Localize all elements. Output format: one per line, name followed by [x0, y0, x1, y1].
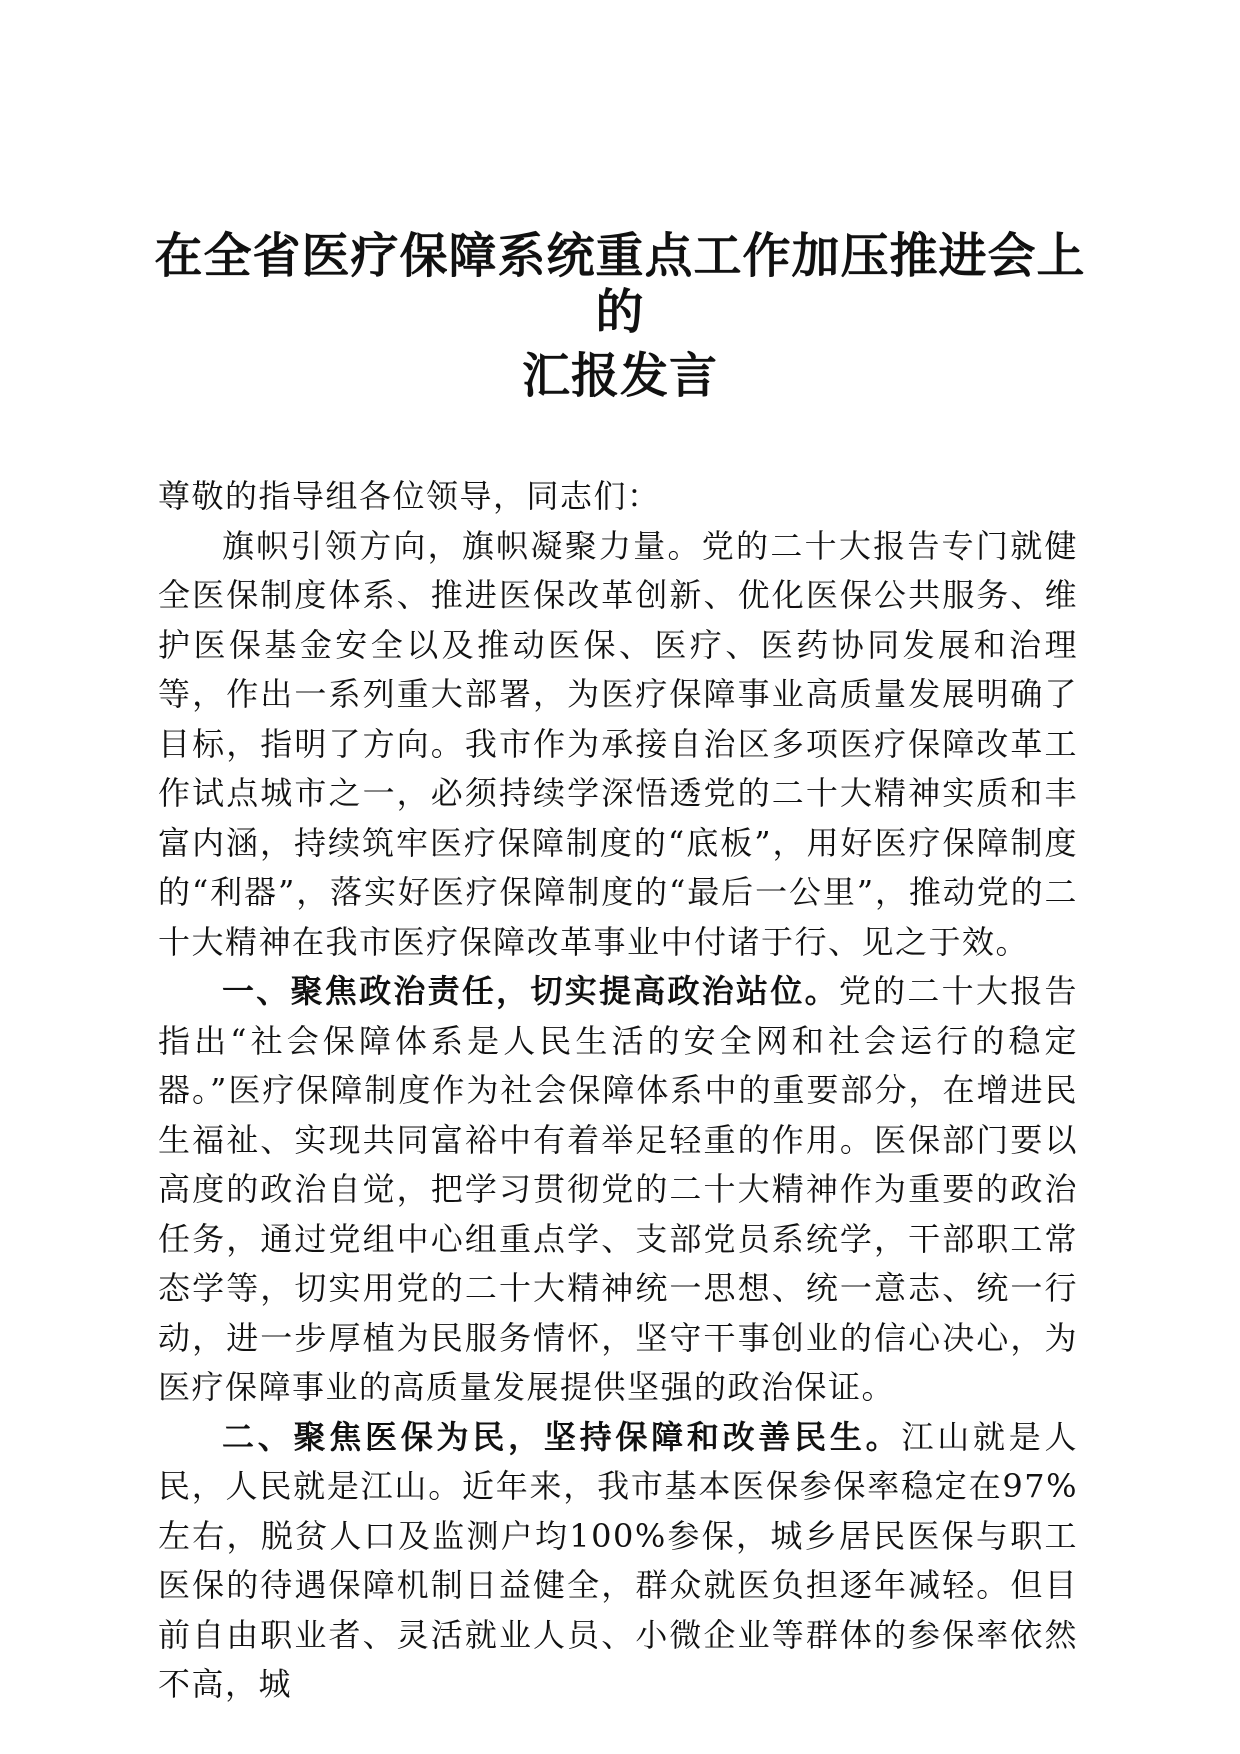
- paragraph-intro-text: 旗帜引领方向，旗帜凝聚力量。党的二十大报告专门就健全医保制度体系、推进医保改革创新、优化医保公共服务、维护医保基金安全以及推动医保、医疗、医药协同发展和治理等，作出一系列重大部署，为医疗保障事业高质量发展明确了目标，指明了方向。我市作为承接自治区多项医疗保障改革工作试点城市之一，必须持续学深悟透党的二十大精神实质和丰富内涵，持续筑牢医疗保障制度的“底板”，用好医疗保障制度的“利器”，落实好医疗保障制度的“最后一公里”，推动党的二十大精神在我市医疗保障改革事业中付诸于行、见之于效。: [158, 526, 1078, 961]
- salutation: 尊敬的指导组各位领导，同志们：: [158, 477, 661, 515]
- section-1-text: 党的二十大报告指出“社会保障体系是人民生活的安全网和社会运行的稳定器。”医疗保障制度作为社会保障体系中的重要部分，在增进民生福祉、实现共同富裕中有着举足轻重的作用。医保部门要以高度的政治自觉，把学习贯彻党的二十大精神作为重要的政治任务，通过党组中心组重点学、支部党员系统学，干部职工常态学等，切实用党的二十大精神统一思想、统一意志、统一行动，进一步厚植为民服务情怀，坚守干事创业的信心决心，为医疗保障事业的高质量发展提供坚强的政治保证。: [158, 972, 1078, 1406]
- section-1-heading: 一、聚焦政治责任，切实提高政治站位。: [222, 972, 839, 1010]
- document-body: [158, 472, 1078, 1710]
- paragraph-section-1: [158, 967, 1078, 1413]
- document-title-line-2: 汇报发言: [521, 348, 718, 404]
- paragraph-section-2: [158, 1413, 1078, 1710]
- document-title-line-1: 在全省医疗保障系统重点工作加压推进会上的: [154, 228, 1086, 340]
- section-2-heading: 二、聚焦医保为民，坚持保障和改善民生。: [222, 1417, 902, 1456]
- section-2-text: 江山就是人民，人民就是江山。近年来，我市基本医保参保率稳定在97%左右，脱贫人口及监测户均100%参保，城乡居民医保与职工医保的待遇保障机制日益健全，群众就医负担逐年减轻。但目前自由职业者、灵活就业人员、小微企业等群体的参保率依然不高，城: [158, 1417, 1078, 1703]
- paragraph-intro: [158, 522, 1078, 968]
